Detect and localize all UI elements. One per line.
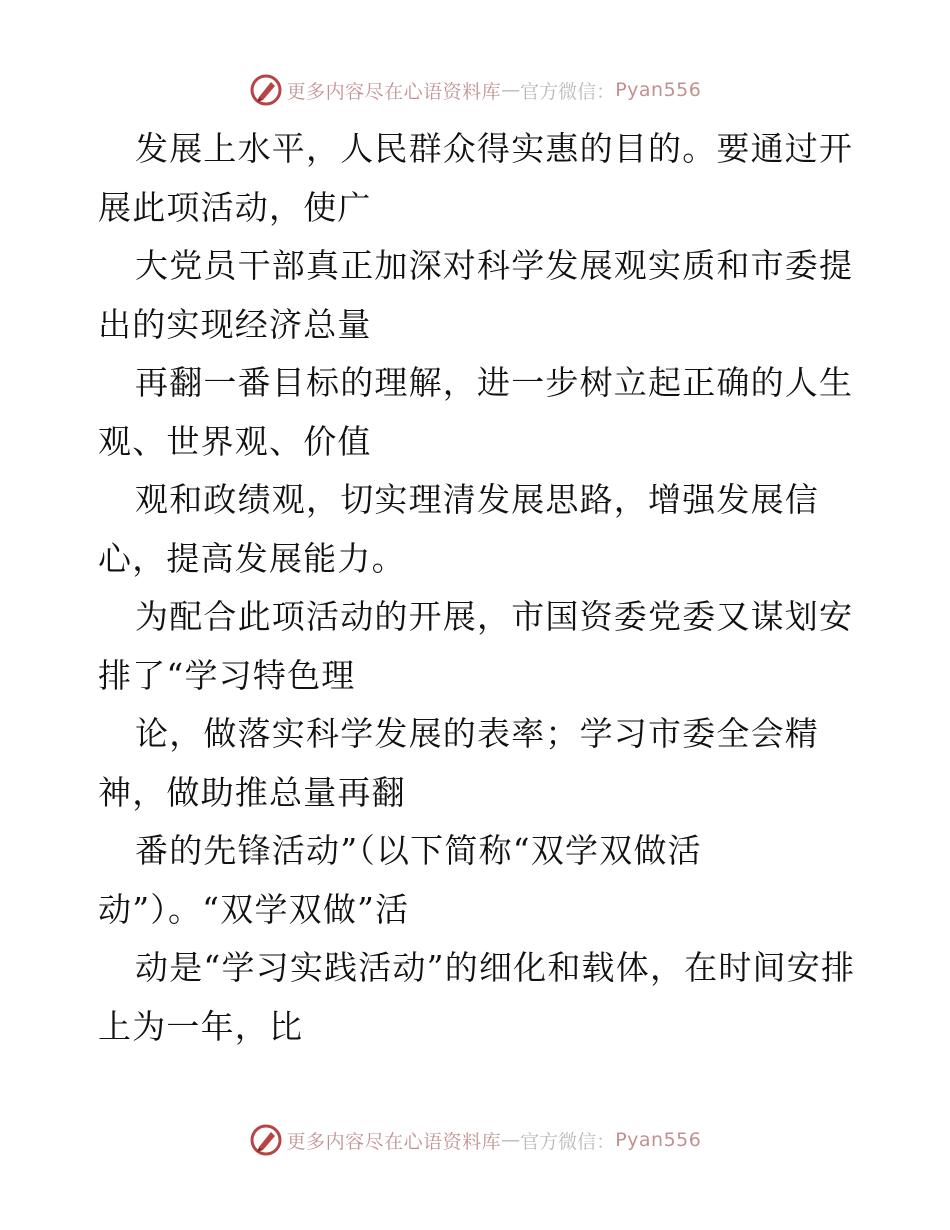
watermark-wechat-id: Pyan556 [615, 1129, 702, 1151]
watermark-dash: — [501, 1129, 521, 1151]
watermark-official-label: 官方微信： [520, 80, 616, 103]
paragraph: 观和政绩观，切实理清发展思路，增强发展信心，提高发展能力。 [98, 480, 819, 578]
paragraph: 为配合此项活动的开展，市国资委党委又谋划安排了“学习特色理 [98, 597, 854, 695]
document-body [98, 120, 858, 1056]
watermark-official-label: 官方微信： [520, 1130, 616, 1153]
paragraph: 论，做落实科学发展的表率；学习市委全会精神，做助推总量再翻 [98, 714, 819, 812]
paragraph: 动是“学习实践活动”的细化和载体，在时间安排上为一年，比 [98, 948, 856, 1046]
footer-watermark [0, 1120, 950, 1160]
header-watermark [0, 70, 950, 110]
paragraph: 番的先锋活动”（以下简称“双学双做活动”）。“双学双做”活 [98, 831, 702, 929]
paragraph: 发展上水平，人民群众得实惠的目的。要通过开展此项活动，使广 [98, 129, 854, 227]
paragraph: 大党员干部真正加深对科学发展观实质和市委提出的实现经济总量 [98, 246, 854, 344]
watermark-wechat-id: Pyan556 [615, 79, 702, 101]
watermark-brand: 更多内容尽在心语资料库 [286, 80, 502, 103]
watermark-dash: — [501, 79, 521, 101]
pen-logo-icon [249, 73, 283, 107]
paragraph: 再翻一番目标的理解，进一步树立起正确的人生观、世界观、价值 [98, 363, 854, 461]
watermark-brand: 更多内容尽在心语资料库 [286, 1130, 502, 1153]
pen-logo-icon [249, 1123, 283, 1157]
